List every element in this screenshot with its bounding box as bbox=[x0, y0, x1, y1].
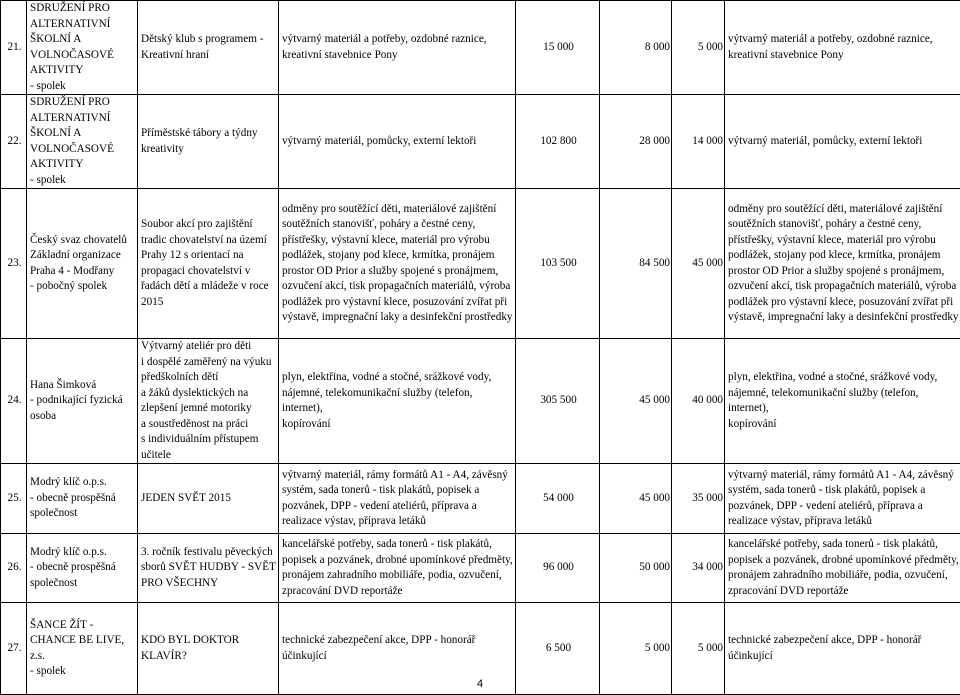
project-cell: Dětský klub s programem - Kreativní hraní bbox=[138, 1, 279, 95]
table-row bbox=[1, 534, 960, 603]
row-number: 22. bbox=[1, 95, 27, 189]
project-cell: Soubor akcí pro zajištění tradic chovatelství na území Prahy 12 s orientací na propagaci chovatelství v řadách dětí a mládeže v roce 2015 bbox=[138, 189, 279, 339]
project-cell: Příměstské tábory a týdny kreativity bbox=[138, 95, 279, 189]
approved-amount-cell: 35 000 bbox=[672, 464, 725, 534]
applicant-cell: SDRUŽENÍ PRO ALTERNATIVNÍ ŠKOLNÍ A VOLNOČASOVÉ AKTIVITY - spolek bbox=[27, 1, 138, 95]
applicant-cell: Modrý klíč o.p.s. - obecně prospěšná společnost bbox=[27, 464, 138, 534]
table-row bbox=[1, 1, 960, 95]
row-number: 26. bbox=[1, 534, 27, 603]
table-body bbox=[1, 1, 960, 695]
requested-purpose-cell: plyn, elektřina, vodné a stočné, srážkové vody, nájemné, telekomunikační služby (telefon, internet), kopírování bbox=[279, 339, 516, 464]
recommended-amount-cell: 45 000 bbox=[600, 339, 672, 464]
requested-amount-cell: 54 000 bbox=[516, 464, 600, 534]
recommended-amount-cell: 8 000 bbox=[600, 1, 672, 95]
table-row bbox=[1, 464, 960, 534]
requested-purpose-cell: kancelářské potřeby, sada tonerů - tisk plakátů, popisek a pozvánek, drobné upomínkové předměty, pronájem zahradního mobiliáře, podia, ozvučení, zpracování DVD reportáže bbox=[279, 534, 516, 603]
requested-purpose-cell: výtvarný materiál a potřeby, ozdobné raznice, kreativní stavebnice Pony bbox=[279, 1, 516, 95]
row-number: 24. bbox=[1, 339, 27, 464]
approved-purpose-cell: odměny pro soutěžící děti, materiálové zajištění soutěžních stanovišť, poháry a čestné ceny, přístřešky, výstavní klece, materiál pro výrobu podlážek, stojany pod klece, krmítka, pronájem prostor OD Prior a služby spojené s pronájmem, ozvučení akcí, tisk propagačních materiálů, výroba podlážek pro výstavní klece, posuzování zvířat při výstavě, impregnační laky a desinfekční prostředky bbox=[725, 189, 960, 339]
project-cell: Výtvarný ateliér pro děti i dospělé zaměřený na výuku předškolních dětí a žáků dyslektických na zlepšení jemné motoriky a soustředěnost na práci s individuálním přístupem učitele bbox=[138, 339, 279, 464]
row-number: 25. bbox=[1, 464, 27, 534]
approved-purpose-cell: technické zabezpečení akce, DPP - honorář účinkující bbox=[725, 603, 960, 695]
row-number: 27. bbox=[1, 603, 27, 695]
approved-purpose-cell: plyn, elektřina, vodné a stočné, srážkové vody, nájemné, telekomunikační služby (telefon, internet), kopírování bbox=[725, 339, 960, 464]
requested-amount-cell: 305 500 bbox=[516, 339, 600, 464]
recommended-amount-cell: 84 500 bbox=[600, 189, 672, 339]
table-row bbox=[1, 189, 960, 339]
page-number: 4 bbox=[0, 678, 960, 690]
table-row bbox=[1, 95, 960, 189]
requested-purpose-cell: výtvarný materiál, rámy formátů A1 - A4, závěsný systém, sada tonerů - tisk plakátů, popisek a pozvánek, DPP - vedení ateliérů, příprava a realizace výstav, příprava letáků bbox=[279, 464, 516, 534]
requested-purpose-cell: odměny pro soutěžící děti, materiálové zajištění soutěžních stanovišť, poháry a čestné ceny, přístřešky, výstavní klece, materiál pro výrobu podlážek, stojany pod klece, krmítka, pronájem prostor OD Prior a služby spojené s pronájmem, ozvučení akcí, tisk propagačních materiálů, výroba podlážek pro výstavní klece, posuzování zvířat při výstavě, impregnační laky a desinfekční prostředky bbox=[279, 189, 516, 339]
approved-amount-cell: 5 000 bbox=[672, 1, 725, 95]
approved-purpose-cell: výtvarný materiál, rámy formátů A1 - A4, závěsný systém, sada tonerů - tisk plakátů, popisek a pozvánek, DPP - vedení ateliérů, příprava a realizace výstav, příprava letáků bbox=[725, 464, 960, 534]
requested-amount-cell: 96 000 bbox=[516, 534, 600, 603]
approved-purpose-cell: výtvarný materiál a potřeby, ozdobné raznice, kreativní stavebnice Pony bbox=[725, 1, 960, 95]
project-cell: 3. ročník festivalu pěveckých sborů SVĚT HUDBY - SVĚT PRO VŠECHNY bbox=[138, 534, 279, 603]
approved-amount-cell: 14 000 bbox=[672, 95, 725, 189]
approved-amount-cell: 40 000 bbox=[672, 339, 725, 464]
requested-purpose-cell: technické zabezpečení akce, DPP - honorář účinkující bbox=[279, 603, 516, 695]
requested-amount-cell: 103 500 bbox=[516, 189, 600, 339]
applicant-cell: ŠANCE ŽÍT - CHANCE BE LIVE, z.s. - spolek bbox=[27, 603, 138, 695]
recommended-amount-cell: 5 000 bbox=[600, 603, 672, 695]
approved-purpose-cell: kancelářské potřeby, sada tonerů - tisk plakátů, popisek a pozvánek, drobné upomínkové předměty, pronájem zahradního mobiliáře, podia, ozvučení, zpracování DVD reportáže bbox=[725, 534, 960, 603]
project-cell: KDO BYL DOKTOR KLAVÍR? bbox=[138, 603, 279, 695]
applicant-cell: Modrý klíč o.p.s. - obecně prospěšná společnost bbox=[27, 534, 138, 603]
row-number: 21. bbox=[1, 1, 27, 95]
row-number: 23. bbox=[1, 189, 27, 339]
approved-amount-cell: 34 000 bbox=[672, 534, 725, 603]
recommended-amount-cell: 45 000 bbox=[600, 464, 672, 534]
requested-amount-cell: 102 800 bbox=[516, 95, 600, 189]
approved-purpose-cell: výtvarný materiál, pomůcky, externí lektoři bbox=[725, 95, 960, 189]
project-cell: JEDEN SVĚT 2015 bbox=[138, 464, 279, 534]
requested-purpose-cell: výtvarný materiál, pomůcky, externí lektoři bbox=[279, 95, 516, 189]
recommended-amount-cell: 50 000 bbox=[600, 534, 672, 603]
recommended-amount-cell: 28 000 bbox=[600, 95, 672, 189]
table-row bbox=[1, 339, 960, 464]
requested-amount-cell: 6 500 bbox=[516, 603, 600, 695]
applicant-cell: Český svaz chovatelů Základní organizace Praha 4 - Modřany - pobočný spolek bbox=[27, 189, 138, 339]
applicant-cell: Hana Šimková - podnikající fyzická osoba bbox=[27, 339, 138, 464]
approved-amount-cell: 5 000 bbox=[672, 603, 725, 695]
approved-amount-cell: 45 000 bbox=[672, 189, 725, 339]
requested-amount-cell: 15 000 bbox=[516, 1, 600, 95]
applicant-cell: SDRUŽENÍ PRO ALTERNATIVNÍ ŠKOLNÍ A VOLNOČASOVÉ AKTIVITY - spolek bbox=[27, 95, 138, 189]
